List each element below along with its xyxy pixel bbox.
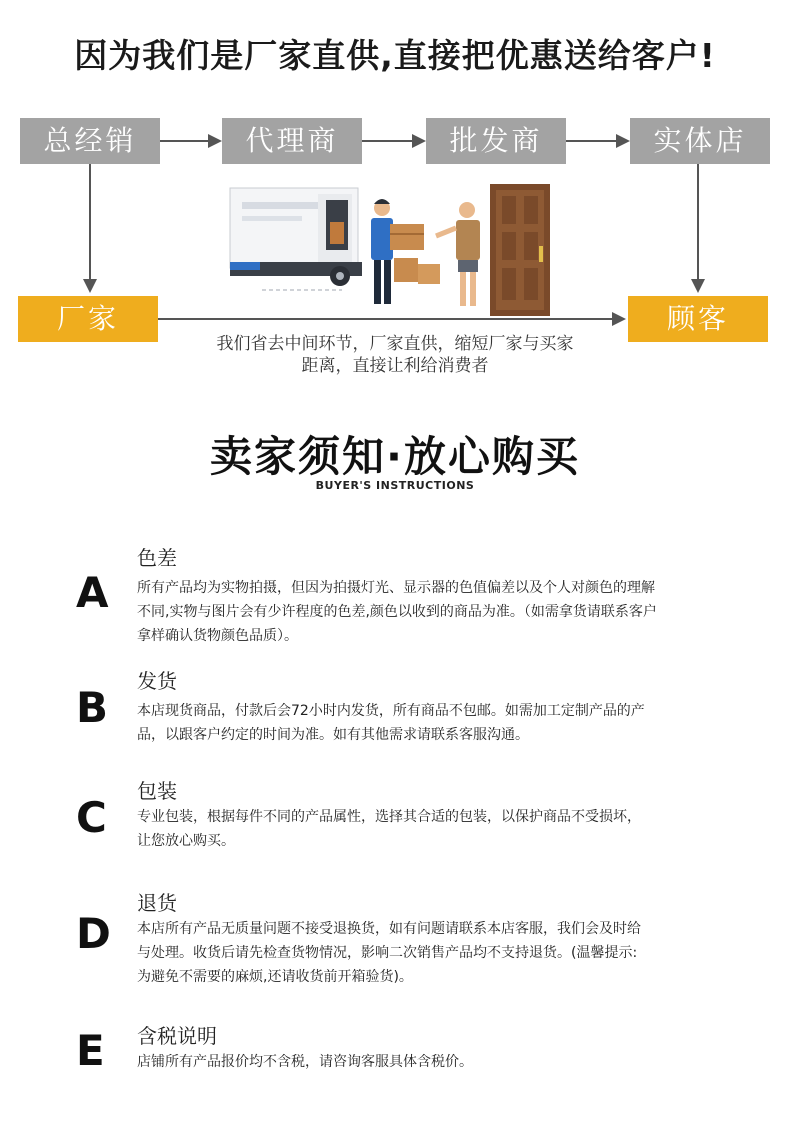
notice-letter: B — [76, 683, 109, 732]
headline: 因为我们是厂家直供,直接把优惠送给客户! — [74, 36, 716, 75]
notice-title: 色差 — [137, 546, 177, 570]
notice-body-line: 为避免不需要的麻烦,还请收货前开箱验货)。 — [137, 969, 413, 985]
arrow-right-icon — [208, 134, 222, 148]
notice-body-line: 拿样确认货物颜色品质）。 — [137, 628, 298, 644]
notice-letter: E — [76, 1026, 105, 1075]
notice-letter: A — [76, 568, 109, 617]
arrow-right-icon — [616, 134, 630, 148]
connector-line — [697, 164, 699, 280]
delivery-illustration — [222, 178, 562, 328]
section-subtitle: BUYER'S INSTRUCTIONS — [315, 479, 475, 492]
notice-body — [137, 576, 752, 648]
notice-title: 发货 — [137, 669, 177, 693]
arrow-down-icon — [83, 279, 97, 293]
flow-box-retail-store: 实体店 — [630, 118, 770, 164]
arrow-right-icon — [412, 134, 426, 148]
notice-title: 包装 — [137, 779, 177, 803]
flow-box-general-distributor: 总经销 — [20, 118, 160, 164]
notice-body-line: 品，以跟客户约定的时间为准。如有其他需求请联系客服沟通。 — [137, 727, 529, 743]
notice-body-line: 让您放心购买。 — [137, 833, 235, 849]
section-title: 卖家须知·放心购买 — [210, 432, 580, 481]
notice-title: 退货 — [137, 891, 177, 915]
notice-title: 含税说明 — [137, 1024, 217, 1048]
flow-box-agent: 代理商 — [222, 118, 362, 164]
arrow-down-icon — [691, 279, 705, 293]
connector-line — [89, 164, 91, 280]
flow-box-wholesaler: 批发商 — [426, 118, 566, 164]
notice-body-line: 本店所有产品无质量问题不接受退换货，如有问题请联系本店客服，我们会及时给 — [137, 921, 641, 937]
notice-body-line: 专业包装，根据每件不同的产品属性，选择其合适的包装，以保护商品不受损坏， — [137, 809, 641, 825]
notice-body-line: 所有产品均为实物拍摄，但因为拍摄灯光、显示器的色值偏差以及个人对颜色的理解 — [137, 580, 655, 596]
flow-caption-line: 我们省去中间环节，厂家直供，缩短厂家与买家 — [216, 334, 574, 354]
notice-body-line: 与处理。收货后请先检查货物情况，影响二次销售产品均不支持退货。(温馨提示: — [137, 945, 638, 961]
notice-body — [137, 699, 752, 747]
notice-body — [137, 805, 752, 853]
flow-box-factory: 厂家 — [18, 296, 158, 342]
notice-body — [137, 917, 752, 989]
notice-body-line: 本店现货商品，付款后会72小时内发货，所有商品不包邮。如需加工定制产品的产 — [137, 703, 645, 719]
notice-body-line: 店铺所有产品报价均不含税，请咨询客服具体含税价。 — [137, 1054, 473, 1070]
flow-caption — [170, 333, 620, 377]
notice-letter: C — [76, 793, 107, 842]
flow-box-customer: 顾客 — [628, 296, 768, 342]
connector-line — [160, 140, 210, 142]
connector-line — [362, 140, 414, 142]
arrow-right-icon — [612, 312, 626, 326]
notice-body — [137, 1050, 752, 1074]
notice-letter: D — [76, 909, 111, 958]
notice-body-line: 不同,实物与图片会有少许程度的色差,颜色以收到的商品为准。（如需拿货请联系客户 — [137, 604, 657, 620]
flow-caption-line: 距离，直接让利给消费者 — [301, 356, 489, 376]
connector-line — [566, 140, 618, 142]
